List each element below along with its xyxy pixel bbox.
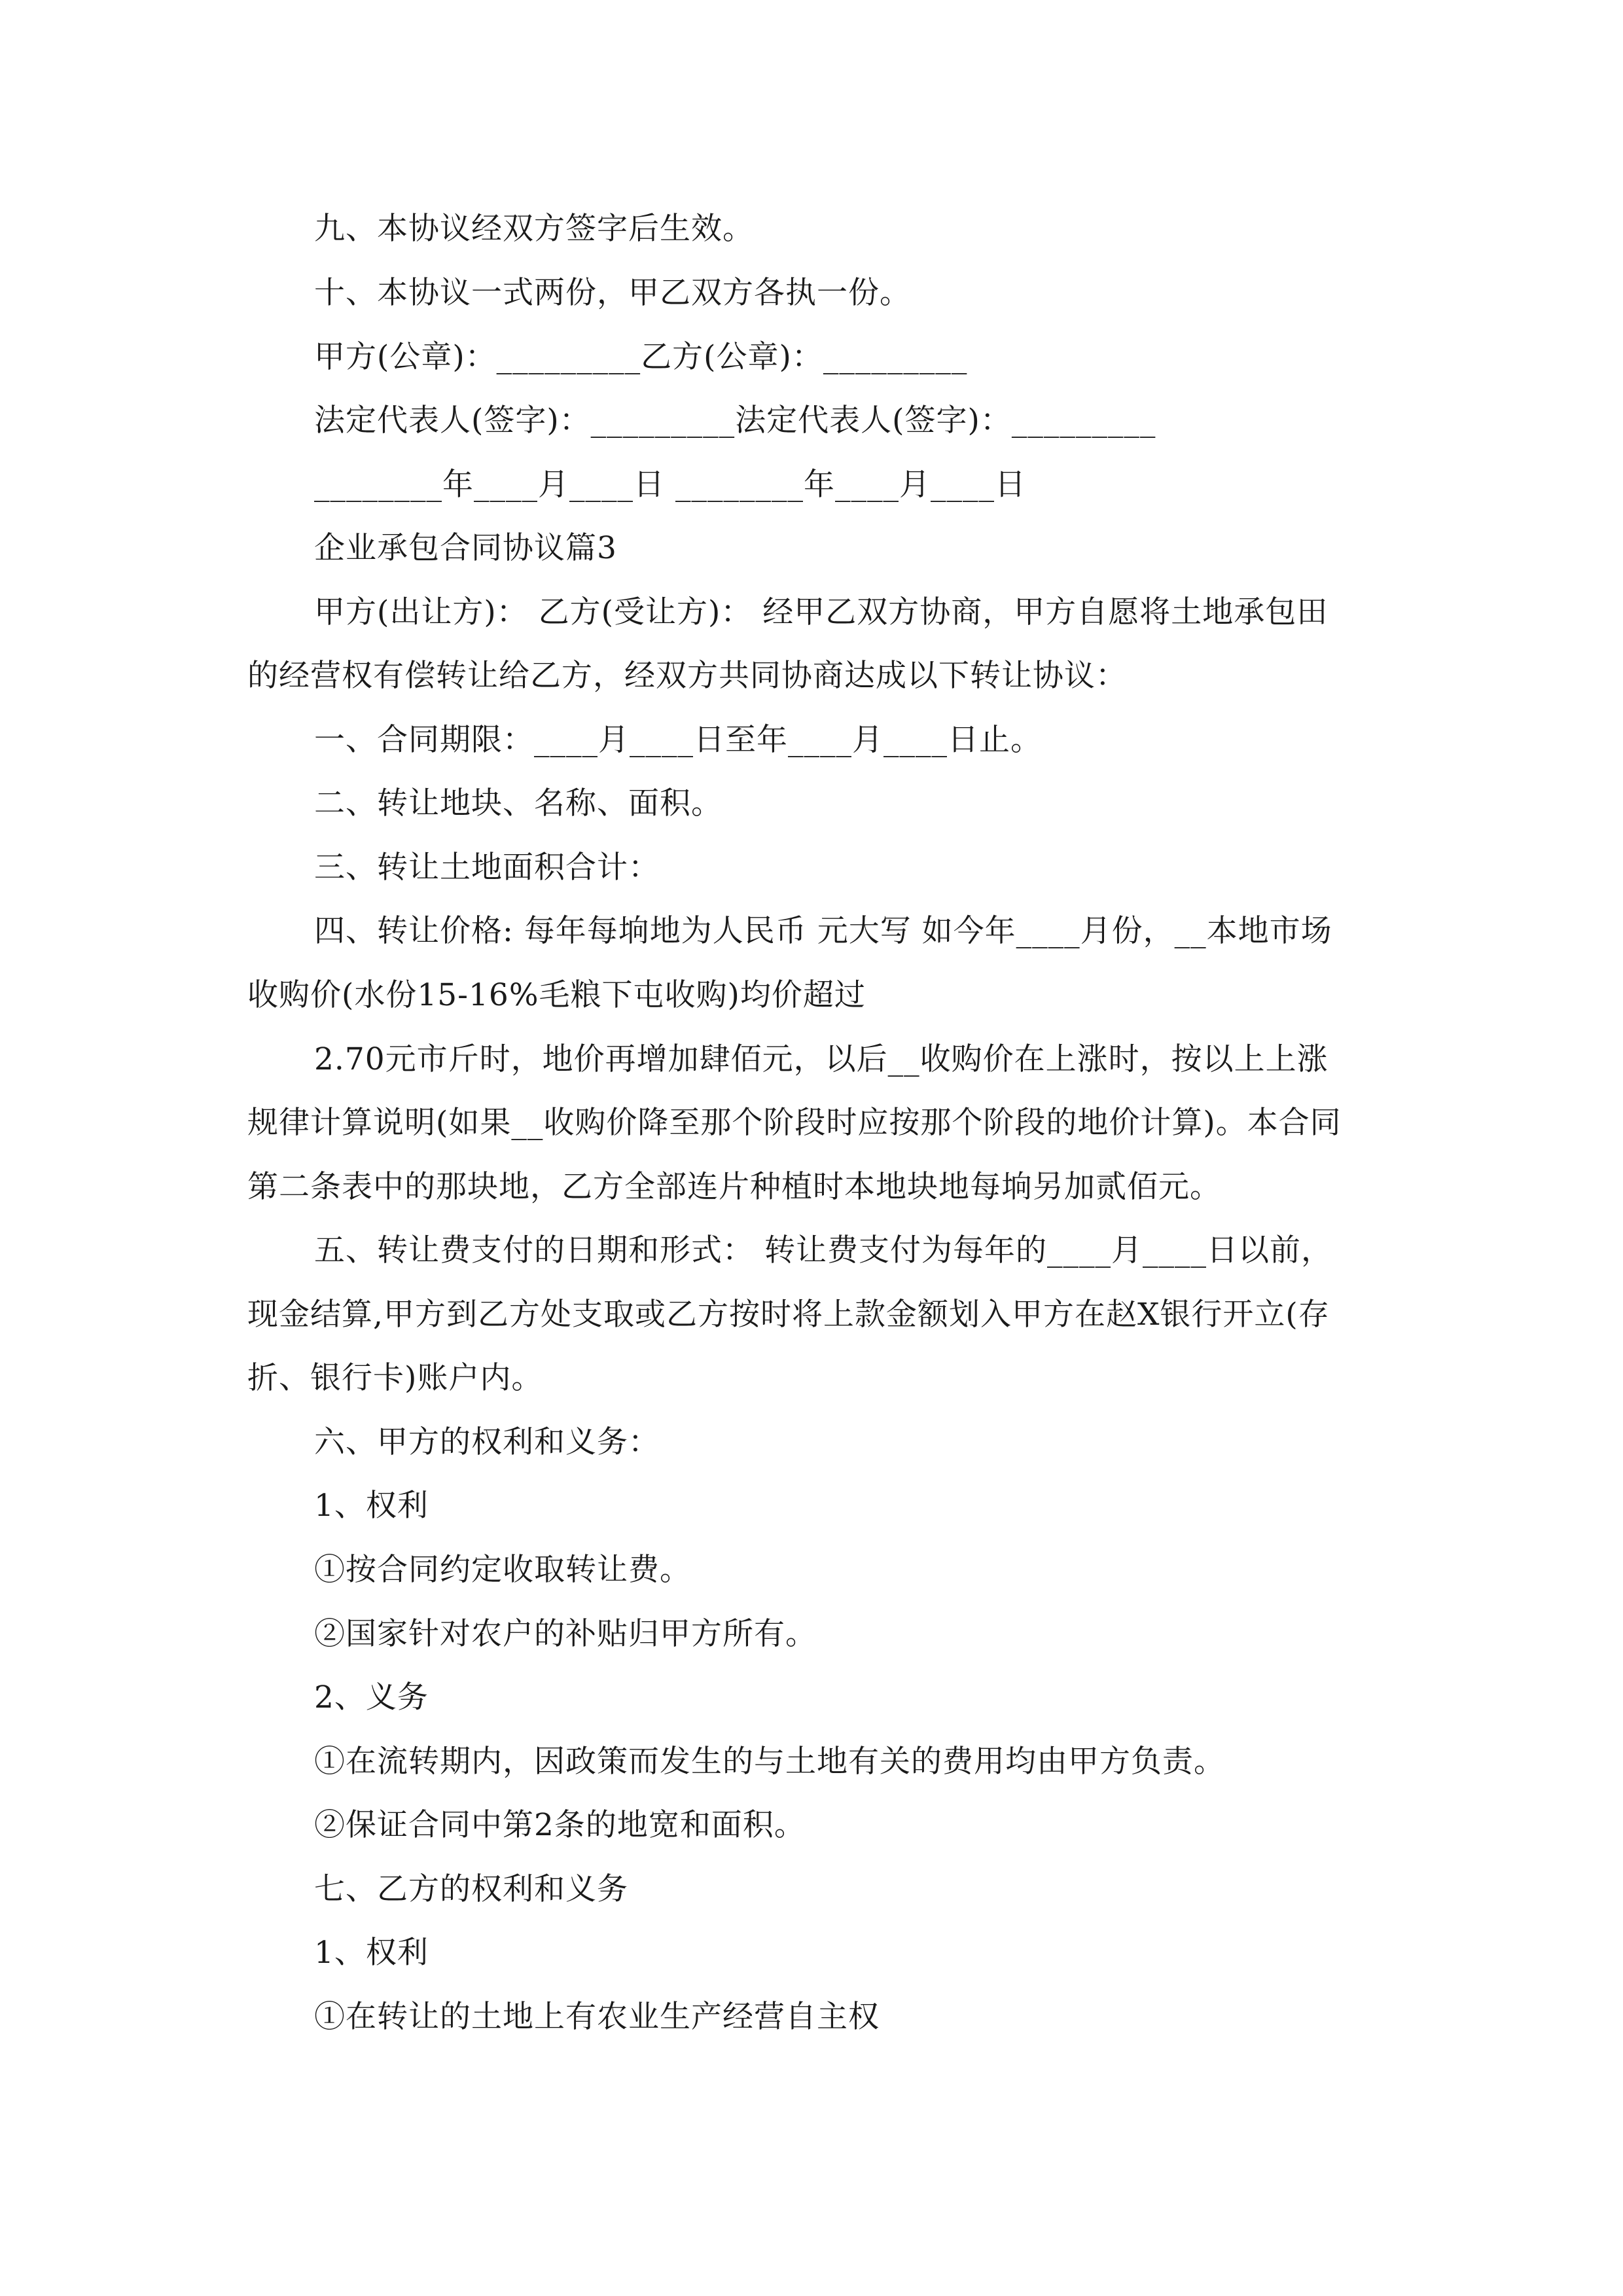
clause-4-line-1: 四、转让价格: 每年每垧地为人民币 元大写 如今年____月份，__本地市场 [314,913,1332,949]
clause-7-right-1: ①在转让的土地上有农业生产经营自主权 [314,1999,880,2035]
representative-line: 法定代表人(签字)：_________法定代表人(签字)：_________ [314,403,1156,439]
clause-6-right-2: ②国家针对农户的补贴归甲方所有。 [314,1616,817,1652]
date-line: ________年____月____日 ________年____月____日 [314,467,1026,503]
clause-5-line-3: 折、银行卡)账户内。 [247,1360,543,1396]
clause-6-rights: 1、权利 [314,1488,429,1524]
clause-5-line-1: 五、转让费支付的日期和形式： 转让费支付为每年的____月____日以前， [314,1232,1332,1268]
clause-4-line-4: 规律计算说明(如果__收购价降至那个阶段时应按那个阶段的地价计算)。本合同 [247,1105,1342,1141]
clause-7: 七、乙方的权利和义务 [314,1871,628,1907]
intro-line-2: 的经营权有偿转让给乙方，经双方共同协商达成以下转让协议： [247,658,1127,694]
section-title: 企业承包合同协议篇3 [314,530,617,566]
clause-4-line-2: 收购价(水份15-16%毛粮下屯收购)均价超过 [247,977,866,1013]
clause-4-line-5: 第二条表中的那块地，乙方全部连片种植时本地块地每垧另加贰佰元。 [247,1169,1221,1205]
clause-1: 一、合同期限：____月____日至年____月____日止。 [314,722,1042,758]
clause-5-line-2: 现金结算,甲方到乙方处支取或乙方按时将上款金额划入甲方在赵X银行开立(存 [247,1297,1330,1333]
intro-line-1: 甲方(出让方)： 乙方(受让方)： 经甲乙双方协商，甲方自愿将土地承包田 [314,594,1329,630]
clause-6-duty-2: ②保证合同中第2条的地宽和面积。 [314,1807,806,1843]
clause-2: 二、转让地块、名称、面积。 [314,785,722,821]
clause-4-line-3: 2.70元市斤时，地价再增加肆佰元，以后__收购价在上涨时，按以上上涨 [314,1041,1329,1077]
clause-9: 九、本协议经双方签字后生效。 [314,211,754,247]
clause-6-duties: 2、义务 [314,1679,429,1715]
clause-6: 六、甲方的权利和义务： [314,1424,660,1460]
clause-3: 三、转让土地面积合计： [314,850,660,886]
clause-6-duty-1: ①在流转期内，因政策而发生的与土地有关的费用均由甲方负责。 [314,1744,1225,1780]
clause-6-right-1: ①按合同约定收取转让费。 [314,1552,691,1588]
seal-line: 甲方(公章)：_________乙方(公章)：_________ [314,339,968,375]
clause-7-rights: 1、权利 [314,1935,429,1971]
clause-10: 十、本协议一式两份，甲乙双方各执一份。 [314,275,911,311]
